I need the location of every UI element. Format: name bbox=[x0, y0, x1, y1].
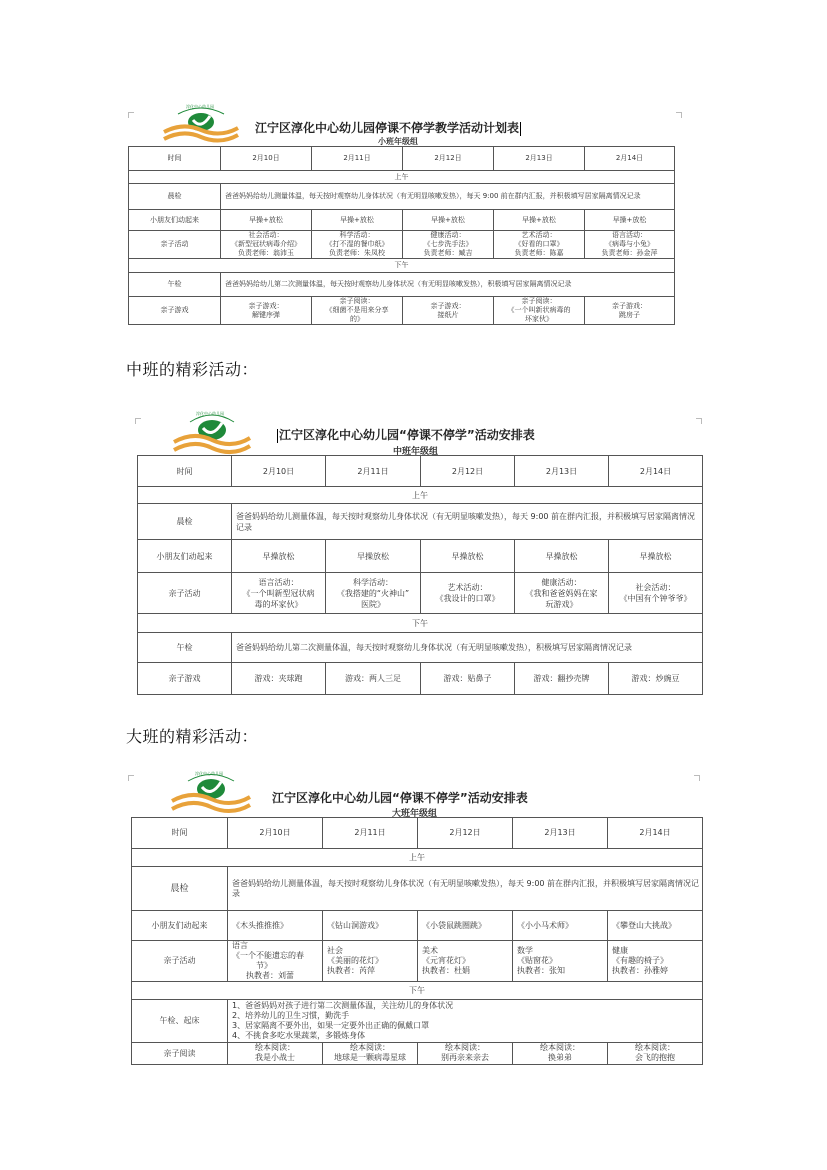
logo-text: 淳化中心幼儿园 bbox=[186, 104, 214, 109]
table-cell: 早操放松 bbox=[421, 540, 515, 573]
header-cell: 2月13日 bbox=[494, 147, 585, 171]
table-cell: 语言活动： 《病毒与小兔》 负责老师：孙金萍 bbox=[585, 231, 675, 259]
noon-check-text: 爸爸妈妈给幼儿第二次测量体温，每天按时观察幼儿身体状况（有无明显咳嗽发热），积极填写居家隔离情况记录 bbox=[232, 633, 703, 663]
crop-mark bbox=[128, 775, 134, 781]
crop-mark bbox=[694, 775, 700, 781]
table-cell: 早操放松 bbox=[609, 540, 703, 573]
row-label: 亲子游戏 bbox=[129, 297, 221, 325]
row-label: 小朋友们动起来 bbox=[132, 911, 228, 941]
caption-middle-class: 中班的精彩活动： bbox=[126, 360, 259, 379]
row-label: 亲子阅读 bbox=[132, 1043, 228, 1065]
table-cell: 语言 《一个不能遗忘的春 节》 执教者：刘蕾 bbox=[228, 941, 323, 982]
table-cell: 游戏：贴鼻子 bbox=[421, 663, 515, 695]
table-cell: 科学活动： 《我搭建的“火神山” 医院》 bbox=[326, 573, 421, 614]
table-cell: 《小小马术师》 bbox=[513, 911, 608, 941]
header-cell: 2月14日 bbox=[585, 147, 675, 171]
table-cell: 《攀登山大挑战》 bbox=[608, 911, 703, 941]
schedule-table bbox=[131, 817, 703, 1065]
period-pm: 下午 bbox=[129, 259, 675, 273]
table-cell: 语言活动： 《一个叫新型冠状病 毒的坏家伙》 bbox=[232, 573, 326, 614]
sheet-title: 江宁区淳化中心幼儿园“停课不停学”活动安排表 bbox=[272, 791, 528, 805]
logo-text: 淳化中心幼儿园 bbox=[195, 771, 223, 776]
row-label: 亲子游戏 bbox=[138, 663, 232, 695]
morning-check-text: 爸爸妈妈给幼儿测量体温，每天按时观察幼儿身体状况（有无明显咳嗽发热），每天 9:00 前在群内汇报，并积极填写居家隔离情况记录 bbox=[232, 504, 703, 540]
header-cell: 2月11日 bbox=[323, 818, 418, 849]
header-cell: 2月13日 bbox=[515, 456, 609, 487]
row-label: 亲子活动 bbox=[129, 231, 221, 259]
title-text: 江宁区淳化中心幼儿园停课不停学教学活动计划表 bbox=[255, 121, 520, 135]
table-cell: 早操+放松 bbox=[221, 210, 312, 231]
header-cell: 时间 bbox=[129, 147, 221, 171]
period-am: 上午 bbox=[129, 171, 675, 184]
header-cell: 2月10日 bbox=[221, 147, 312, 171]
list-item: 2、培养幼儿的卫生习惯，勤洗手 bbox=[232, 1011, 350, 1020]
row-label: 晨检 bbox=[129, 184, 221, 210]
table-cell: 绘本阅读： 会飞的抱抱 bbox=[608, 1043, 703, 1065]
table-cell: 《木头推推推》 bbox=[228, 911, 323, 941]
grade-label: 小班年级组 bbox=[378, 137, 418, 146]
row-label: 亲子活动 bbox=[132, 941, 228, 982]
header-cell: 2月14日 bbox=[609, 456, 703, 487]
table-cell: 数学 《贴窗花》 执教者：张知 bbox=[513, 941, 608, 982]
header-cell: 2月13日 bbox=[513, 818, 608, 849]
table-cell: 亲子游戏： 跳房子 bbox=[585, 297, 675, 325]
table-cell: 绘本阅读： 换弟弟 bbox=[513, 1043, 608, 1065]
table-cell: 早操放松 bbox=[326, 540, 421, 573]
table-cell: 社会活动： 《中国有个钟爷爷》 bbox=[609, 573, 703, 614]
morning-check-text: 爸爸妈妈给幼儿测量体温，每天按时观察幼儿身体状况（有无明显咳嗽发热），每天 9:00 前在群内汇报，并积极填写居家隔离情况记录 bbox=[221, 184, 675, 210]
row-label: 午检 bbox=[129, 273, 221, 297]
table-cell: 游戏：两人三足 bbox=[326, 663, 421, 695]
period-am: 上午 bbox=[132, 849, 703, 867]
list-item: 3、居家隔离不要外出，如果一定要外出正确的佩戴口罩 bbox=[232, 1021, 430, 1030]
table-cell: 早操+放松 bbox=[403, 210, 494, 231]
period-am: 上午 bbox=[138, 487, 703, 504]
table-cell: 绘本阅读： 别再亲来亲去 bbox=[418, 1043, 513, 1065]
table-cell: 绘本阅读： 我是小战士 bbox=[228, 1043, 323, 1065]
row-label: 小朋友们动起来 bbox=[138, 540, 232, 573]
table-cell: 亲子游戏： 接纸片 bbox=[403, 297, 494, 325]
header-cell: 2月14日 bbox=[608, 818, 703, 849]
row-label: 午检 bbox=[138, 633, 232, 663]
table-cell: 早操+放松 bbox=[494, 210, 585, 231]
morning-check-text: 爸爸妈妈给幼儿测量体温，每天按时观察幼儿身体状况（有无明显咳嗽发热），每天 9:00 前在群内汇报，并积极填写居家隔离情况记录 bbox=[228, 867, 703, 911]
row-label: 晨检 bbox=[132, 867, 228, 911]
header-cell: 2月10日 bbox=[228, 818, 323, 849]
header-cell: 2月12日 bbox=[403, 147, 494, 171]
logo-text: 淳化中心幼儿园 bbox=[196, 411, 224, 416]
noon-check-text: 爸爸妈妈给幼儿第二次测量体温，每天按时观察幼儿身体状况（有无明显咳嗽发热），积极填写居家隔离情况记录 bbox=[221, 273, 675, 297]
header-cell: 2月11日 bbox=[326, 456, 421, 487]
list-item: 1、爸爸妈妈对孩子进行第二次测量体温，关注幼儿的身体状况 bbox=[232, 1001, 454, 1010]
row-label: 午检、起床 bbox=[132, 1000, 228, 1043]
table-cell: 健康活动： 《七步洗手法》 负责老师：臧吉 bbox=[403, 231, 494, 259]
table-cell: 早操放松 bbox=[515, 540, 609, 573]
header-cell: 2月11日 bbox=[312, 147, 403, 171]
table-cell: 艺术活动： 《好看的口罩》 负责老师：陈嘉 bbox=[494, 231, 585, 259]
row-label: 小朋友们动起来 bbox=[129, 210, 221, 231]
table-cell: 《钻山洞游戏》 bbox=[323, 911, 418, 941]
caption-big-class: 大班的精彩活动： bbox=[126, 727, 259, 746]
table-cell: 游戏：翻抄壳牌 bbox=[515, 663, 609, 695]
row-label: 晨检 bbox=[138, 504, 232, 540]
header-cell: 2月12日 bbox=[418, 818, 513, 849]
title-text: 江宁区淳化中心幼儿园“停课不停学”活动安排表 bbox=[279, 428, 535, 442]
header-cell: 时间 bbox=[138, 456, 232, 487]
table-cell: 《小袋鼠跳圈跳》 bbox=[418, 911, 513, 941]
table-cell: 亲子阅读： 《细菌不是用来分享 的》 bbox=[312, 297, 403, 325]
table-cell: 游戏：炒豌豆 bbox=[609, 663, 703, 695]
table-cell: 绘本阅读： 地球是一颗病毒星球 bbox=[323, 1043, 418, 1065]
table-cell: 早操放松 bbox=[232, 540, 326, 573]
table-cell: 健康 《有趣的椅子》 执教者：孙雅婷 bbox=[608, 941, 703, 982]
table-cell: 亲子阅读： 《一个叫新状病毒的 坏家伙》 bbox=[494, 297, 585, 325]
table-cell: 科学活动： 《打不湿的餐巾纸》 负责老师：朱凤校 bbox=[312, 231, 403, 259]
row-label: 亲子活动 bbox=[138, 573, 232, 614]
table-cell: 社会 《美丽的花灯》 执教者：芮萍 bbox=[323, 941, 418, 982]
table-cell: 健康活动： 《我和爸爸妈妈在家 玩游戏》 bbox=[515, 573, 609, 614]
header-cell: 时间 bbox=[132, 818, 228, 849]
table-cell: 社会活动： 《新型冠状病毒介绍》 负责老师：翁沛玉 bbox=[221, 231, 312, 259]
table-cell: 美术 《元宵花灯》 执教者：杜娟 bbox=[418, 941, 513, 982]
table-cell: 游戏：夹球跑 bbox=[232, 663, 326, 695]
table-cell: 早操+放松 bbox=[585, 210, 675, 231]
header-cell: 2月10日 bbox=[232, 456, 326, 487]
table-cell: 亲子游戏： 解键序弹 bbox=[221, 297, 312, 325]
grade-label: 大班年级组 bbox=[392, 809, 438, 819]
noon-check-list bbox=[228, 1000, 703, 1043]
table-cell: 早操+放松 bbox=[312, 210, 403, 231]
grade-label: 中班年级组 bbox=[393, 447, 439, 457]
list-item: 4、不挑食多吃水果蔬菜，多锻炼身体 bbox=[232, 1031, 366, 1040]
period-pm: 下午 bbox=[132, 982, 703, 1000]
table-cell: 艺术活动： 《我设计的口罩》 bbox=[421, 573, 515, 614]
header-cell: 2月12日 bbox=[421, 456, 515, 487]
period-pm: 下午 bbox=[138, 614, 703, 633]
